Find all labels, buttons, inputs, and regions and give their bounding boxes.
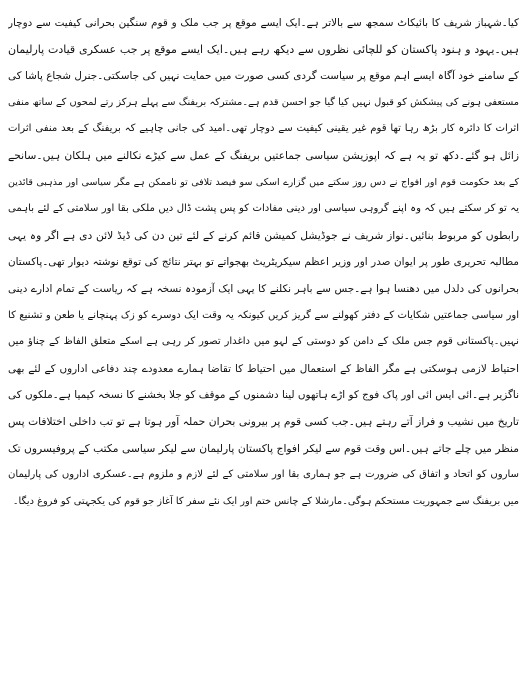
text-line: مطالبہ تحریری طور پر ایوان صدر اور وزیر اعظم سیکریٹریٹ بھجواتے تو بہتر نتائج کی توقع نوشتہ دیوار تھی۔پاکستان bbox=[8, 256, 519, 269]
text-line: کے سامنے خود آگاہ ایسے اہم موقع پر سیاست گردی کسی صورت میں حمایت نہیں کی جاسکتی۔جنرل شجاع پاشا کی bbox=[8, 70, 519, 83]
text-line: رابطوں کو مربوط بنائیں۔نواز شریف نے جوڈیشل کمیشن قائم کرنے کے لئے تین دن کی ڈیڈ لائن دی ہے اگر وہ یہی bbox=[8, 228, 519, 242]
text-line: کیا۔شہباز شریف کا بائیکاٹ سمجھ سے بالاتر ہے۔ایک ایسے موقع پر جب ملک و قوم سنگین بحرانی کیفیت سے دوچار bbox=[8, 17, 519, 29]
text-line: تاریخ میں نشیب و فراز آتے رہتے ہیں۔جب کسی قوم پر بیرونی بحران حملہ آور ہوتا ہے تو تب داخلی اختلافات پس bbox=[8, 414, 519, 428]
text-line: نہیں۔پاکستانی قوم جس ملک کے دامن کو دوستی کے لہو میں داغدار تصور کر رہی ہے اسکے متعلق الفاظ کے چناؤ میں bbox=[8, 336, 519, 348]
text-line: بحرانوں کی دلدل میں دھنسا ہوا ہے۔جس سے باہر نکلنے کا یہی ایک آزمودہ نسخہ ہے کہ ریاست کے تمام ادارے دینی bbox=[8, 282, 519, 295]
text-line: یہ تو کر سکتے ہیں کہ وہ اپنے گروہی سیاسی اور دینی مفادات کو پس پشت ڈال دیں ملکی بقا اور سلامتی کے لئے باہمی bbox=[8, 203, 519, 215]
text-line: مستعفی ہونے کی پیشکش کو قبول نہیں کیا گیا جو احسن قدم ہے۔مشترکہ بریفنگ سے پہلے ہرکز رتے لمحوں کے ساتھ منفی bbox=[8, 96, 519, 108]
text-line: احتیاط لازمی ہوسکتی ہے مگر الفاظ کے استعمال میں احتیاط کا تقاضا ہمارے معدودے چند دفاعی اداروں کے لئے بھی bbox=[8, 362, 519, 375]
text-line: ناگزیر ہے۔ائی ایس ائی اور پاک فوج کو اڑے ہاتھوں لینا دشمنوں کے موقف کو جلا بخشنے کا نسخہ کیمیا ہے۔ملکوں کی bbox=[8, 389, 519, 402]
text-line: اثرات کا دائرہ کار بڑھ رہا تھا قوم غیر یقینی کیفیت سے دوچار تھی۔امید کی جانی چاہیے کہ بریفنگ کے بعد منفی اثرات bbox=[8, 123, 519, 135]
text-line: ہیں۔یہود و ہنود پاکستان کو للچائی نظروں سے دیکھ رہے ہیں۔ایک ایسے موقع پر جب عسکری قیادت پارلیمان bbox=[8, 42, 519, 56]
text-line: اور سیاسی جماعتیں شکایات کے دفتر کھولنے سے گریز کریں کیونکہ یہ وقت ایک دوسرے کو زک پہنچانے یا طعن و تشنیع کا bbox=[8, 309, 519, 321]
article-body bbox=[8, 10, 519, 515]
text-line: میں بریفنگ سے جمہوریت مستحکم ہوگی۔مارشلا کے چانس ختم اور ایک نئے سفر کا آغاز جو قوم کی یکجہتی کو فروغ دیگا۔ bbox=[12, 495, 519, 507]
text-line: ساروں کو اتحاد و اتفاق کی ضرورت ہے جو ہماری بقا اور سلامتی کے لئے لازم و ملزوم ہے۔عسکری اداروں کی پارلیمان bbox=[8, 469, 519, 481]
text-line: کے بعد حکومت قوم اور افواج نے دس روز سکتے میں گزارے اسکی سو فیصد تلافی تو ناممکن ہے مگر سیاسی اور مذہبی قائدین bbox=[8, 176, 519, 188]
text-line: منظر میں چلے جاتے ہیں۔اس وقت قوم سے لیکر افواج پاکستان پارلیمان سے لیکر سیاسی مکتب کے پروفیسروں تک bbox=[8, 441, 519, 455]
text-line: زائل ہو گئے۔دکھ تو یہ ہے کہ اپوزیشن سیاسی جماعتیں بریفنگ کے عمل سے کیڑے نکالنے میں ہلکان ہیں۔سانحے bbox=[8, 148, 519, 162]
